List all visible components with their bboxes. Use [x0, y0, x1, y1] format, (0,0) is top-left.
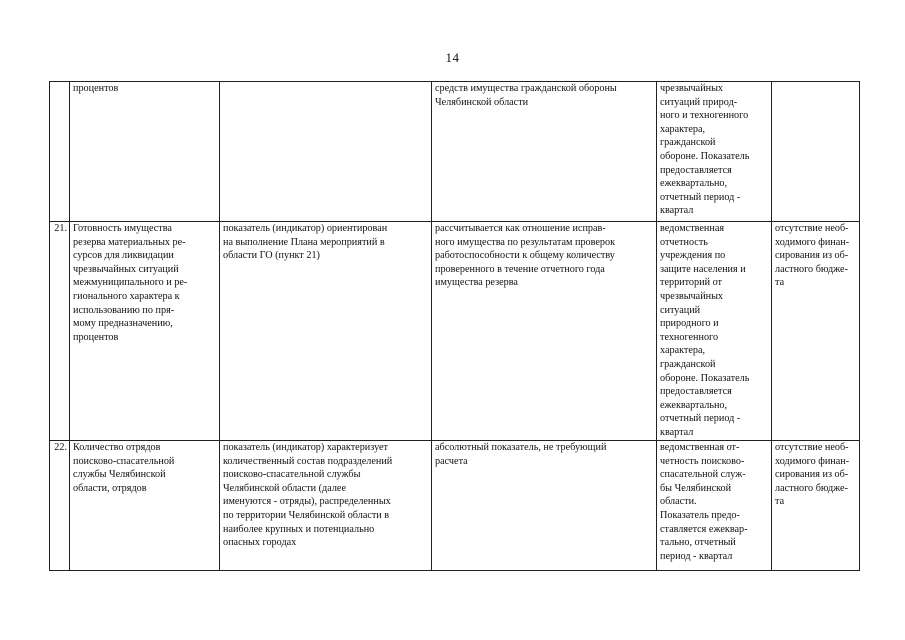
indicator-name: Количество отрядов поисково-спасательной службы Челябинской области, отрядов: [70, 441, 220, 571]
calculation-method: абсолютный показатель, не требующий расчета: [432, 441, 657, 571]
indicator-description: показатель (индикатор) ориентирован на выполнение Плана мероприятий в области ГО (пункт 21): [220, 222, 432, 441]
row-number: 21.: [50, 222, 70, 441]
calculation-method: средств имущества гражданской обороны Челябинской области: [432, 82, 657, 222]
indicator-name: Готовность имущества резерва материальных ре- сурсов для ликвидации чрезвычайных ситуаций межмуниципального и ре- гионального характера к использованию по пря- мому предназначению, процентов: [70, 222, 220, 441]
indicator-description: [220, 82, 432, 222]
data-source: ведомственная от- четность поисково- спасательной служ- бы Челябинской области. Показатель предо- ставляется ежеквар- тально, отчетный период - квартал: [657, 441, 772, 571]
data-source: чрезвычайных ситуаций природ- ного и техногенного характера, гражданской обороне. Показатель предоставляется ежеквартально, отчетный период - квартал: [657, 82, 772, 222]
table-row: [50, 222, 860, 441]
calculation-method: рассчитывается как отношение исправ- ного имущества по результатам проверок работоспособности к общему количеству проверенного в течение отчетного года имущества резерва: [432, 222, 657, 441]
limitations: [772, 82, 860, 222]
row-number: [50, 82, 70, 222]
table-row: [50, 82, 860, 222]
data-source: ведомственная отчетность учреждения по защите населения и территорий от чрезвычайных ситуаций природного и техногенного характера, гражданской обороне. Показатель предоставляется ежеквартально, отчетный период - квартал: [657, 222, 772, 441]
row-number: 22.: [50, 441, 70, 571]
indicators-table: [49, 81, 860, 571]
table-row: [50, 441, 860, 571]
indicator-name: процентов: [70, 82, 220, 222]
limitations: отсутствие необ- ходимого финан- сирования из об- ластного бюдже- та: [772, 222, 860, 441]
page-number: 14: [445, 50, 460, 65]
indicator-description: показатель (индикатор) характеризует количественный состав подразделений поисково-спасательной службы Челябинской области (далее именуются - отряды), распределенных по территории Челябинской области в наиболее крупных и потенциально опасных городах: [220, 441, 432, 571]
limitations: отсутствие необ- ходимого финан- сирования из об- ластного бюдже- та: [772, 441, 860, 571]
